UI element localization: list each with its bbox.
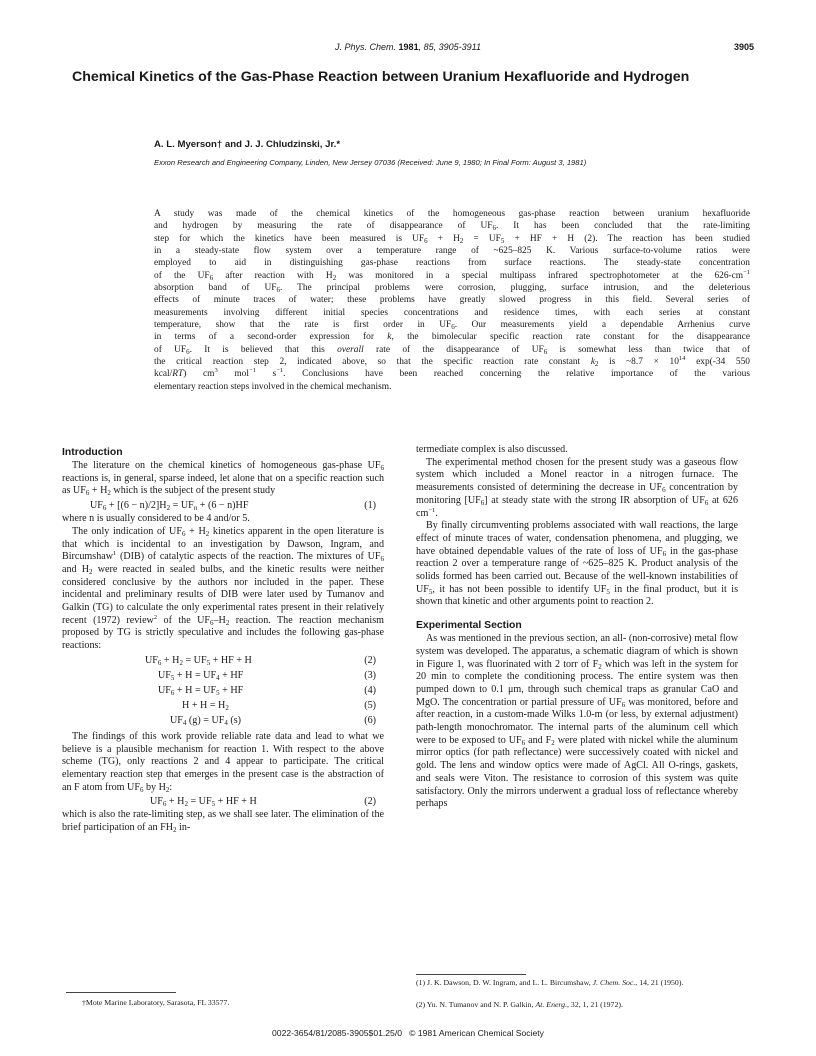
equation-2-repeat [62,794,384,809]
intro-paragraph-4: which is also the rate-limiting step, as we shall see later. The elimination of the brief participation of an $FH_2$ in- [62,809,384,835]
reaction-equation [62,698,384,713]
intermediate-complex-continuation: termediate complex is also discussed. [416,444,568,455]
reaction-equation [62,713,384,728]
circumvent-paragraph: By finally circumventing problems associated with wall reactions, the large effect of minute traces of water, condensation phenomena, and plugging, we have obtained dependable values of the rate of loss of $UF_6$ in the gas-phase reaction 2 over a temperature range of ~625–825 K. Product analysis of the solids formed has been carried out. Because of the well-known instabilities of $UF_5$, it has not been possible to identify $UF_5$ in the final product, but it is shown that kinetic and other arguments point to reaction 2. [416,520,738,608]
reaction-number: (5) [364,699,376,711]
abstract-line: temperature, show that the rate is first order in $UF_6$. Our measurements yield a dependable Arrhenius curve [154,320,751,332]
abstract-line: employed to aid in distinguishing gas-phase reactions from surface reactions. The steady-state concentration [154,258,750,269]
experimental-heading: Experimental Section [416,620,522,632]
reaction-equation [62,653,384,668]
abstract-line: elementary reaction steps involved in the chemical mechanism. [154,381,392,392]
paragraph-after-eq1: where n is usually considered to be 4 and/or 5. [62,513,250,525]
abstract-line: measurements involving different initial species concentrations and residence times, with each series at constant [154,307,750,318]
equation-2-repeat-body: $UF_6 + H_2 = UF_5$ + HF + H [150,796,257,809]
reaction-body: $UF_6 + H = UF_5$ + HF [158,684,244,697]
left-footnote-rule [66,992,176,993]
intro-paragraph-1: The literature on the chemical kinetics of homogeneous gas-phase $UF_6$ reactions is, in general, sparse indeed, let alone that on a specific reaction such as $UF_6 + H_2$ which is the subject of the present study [62,460,384,498]
reaction-number: (6) [364,714,376,726]
reference-2: (2) Yu. N. Tumanov and N. P. Galkin, At. Energ., 32, 1, 21 (1972). [416,1000,623,1009]
right-column [416,444,738,811]
abstract-line: the critical reaction step 2, indicated above, so that the specific reaction rate constant $k_2$ is ~8.7 × $10^{14}$ exp(-34 550 [154,355,750,369]
article-title: Chemical Kinetics of the Gas-Phase Reaction between Uranium Hexafluoride and Hydrogen [72,69,690,85]
author-list: A. L. Myerson† and J. J. Chludzinski, Jr.* [154,139,341,150]
left-column [62,446,384,835]
reaction-number: (2) [364,654,376,666]
journal-citation: J. Phys. Chem. 1981, 85, 3905-3911 [335,42,481,52]
affiliation: Exxon Research and Engineering Company, Linden, New Jersey 07036 (Received: June 9, 1980; In Final Form: August 3, 1981) [154,158,587,167]
abstract [154,208,750,393]
abstract-line: absorption band of $UF_6$. The principal problems were corrosion, plugging, surface intrusion, and the deleterious [154,283,750,295]
reaction-body: $UF_5 + H = UF_4$ + HF [158,669,244,682]
reaction-number: (4) [364,684,376,696]
reaction-body: $UF_4$ $(g) = UF_4$ (s) [170,714,242,727]
abstract-line: and hydrogen by measuring the rate of disappearance of $UF_6$. It has been concluded that the rate-limiting [154,221,750,233]
introduction-heading: Introduction [62,447,123,458]
method-paragraph: The experimental method chosen for the present study was a gaseous flow system which included a Monel reactor in a nitrogen furnace. The measurements consisted of determining the decrease in $UF_6$ concentration by monitoring $[UF_6]$ at steady state with the strong IR absorption of $UF_6$ at 626 $cm^{-1}$. [416,456,738,519]
intro-paragraph-3: The findings of this work provide reliable rate data and lead to what we believe is a plausible mechanism for reaction 1. With respect to the above scheme (TG), only reactions 2 and 4 appear to participate. The critical elementary reaction step that emerges in the present case is the abstraction of an F atom from $UF_6$ by $H_2$: [62,730,384,794]
intro-paragraph-2: The only indication of $UF_6 + H_2$ kinetics apparent in the open literature is that which is incidental to an investigation by Dawson, Ingram, and Bircumshaw$^1$ (DIB) of catalytic aspects of the reaction. The mixtures of $UF_6$ and $H_2$ were reacted in sealed bulbs, and the kinetic results were neither considered conclusive by the authors nor included in the paper. These incidental and preliminary results of DIB were later used by Tumanov and Galkin (TG) to calculate the only experimental rates present in their relatively recent (1972) review$^2$ of the $UF_6-H_2$ reaction. The reaction mechanism proposed by TG is strictly speculative and includes the following gas-phase reactions: [62,525,385,652]
right-footnote-rule [416,974,526,975]
experimental-paragraph: As was mentioned in the previous section, an all- (non-corrosive) metal flow system was developed. The apparatus, a schematic diagram of which is shown in Figure 1, was fluorinated with 2 torr of $F_2$ which was left in the system for 20 min to complete the conditioning process. The entire system was then pumped down to 0.1 μm, through such chemical traps as granular CaO and MgO. The concentration or partial pressure of $UF_6$ was monitored, before and after reaction, in a custom-made Wilks 1.0-m (or less, by external adjustment) path-length monochromator. The internal parts of the aluminum cell which were to be exposed to $UF_6$ and $F_2$ were plated with nickel while the aluminum mirror optics (for path reflectance) were successively coated with nickel and gold. The lens and window optics were made of AgCl. All O-rings, gaskets, and seals were Viton. The resistance to corrosion of this system was quite satisfactory. Only the mirrors underwent a gradual loss of reflectance whereby perhaps [416,633,739,810]
abstract-line: in terms of a second-order expression for k, the bimolecular specific reaction rate constant for the disappearance [154,332,750,343]
reaction-list [62,653,384,728]
reaction-body: $UF_6 + H_2 = UF_5$ + HF + H [145,654,252,667]
abstract-line: A study was made of the chemical kinetics of the homogeneous gas-phase reaction between uranium hexafluoride [154,209,750,219]
reaction-number: (3) [364,669,376,681]
running-head [0,42,816,56]
equation-1-body: $UF_6 + [(6 - n)/2]H_2 = UF_n + (6 - n)HF$ [90,500,249,513]
equation-2-repeat-number: (2) [364,796,376,808]
page-number: 3905 [733,42,754,52]
reference-1: (1) J. K. Dawson, D. W. Ingram, and L. L. Bircumshaw, J. Chem. Soc., 14, 21 (1950). [416,978,684,987]
copyright-line: 0022-3654/81/2085-3905$01.25/0 © 1981 American Chemical Society [272,1028,544,1038]
reaction-equation [62,668,384,683]
reaction-equation [62,683,384,698]
abstract-line: in a steady-state flow system over a temperature range of ~625–825 K. Various surface-to-volume ratios were [154,246,750,257]
abstract-line: of $UF_6$. It is believed that this overall rate of the disappearance of $UF_6$ is somewhat less than twice that of [154,344,750,356]
abstract-line: step for which the kinetics have been measured is $UF_6 + H_2 = UF_5$ + HF + H (2). The reaction has been studied [154,233,750,245]
abstract-line: of the $UF_6$ after reaction with $H_2$ was monitored in a special multipass infrared spectrophotometer at the $626-cm^{-1}$ [154,268,750,282]
equation-1 [62,498,384,513]
abstract-line: effects of minute traces of water; these problems have greatly slowed progress in this field. Several series of [154,295,750,306]
affiliation-footnote: †Mote Marine Laboratory, Sarasota, FL 33577. [82,998,230,1007]
abstract-line: kcal/RT) $cm^3$ mol$^{-1}$ $s^{-1}$. Conclusions have been reached concerning the relative importance of the various [154,367,750,380]
reaction-body: $H + H = H_2$ [182,699,229,712]
equation-1-number: (1) [364,500,376,512]
